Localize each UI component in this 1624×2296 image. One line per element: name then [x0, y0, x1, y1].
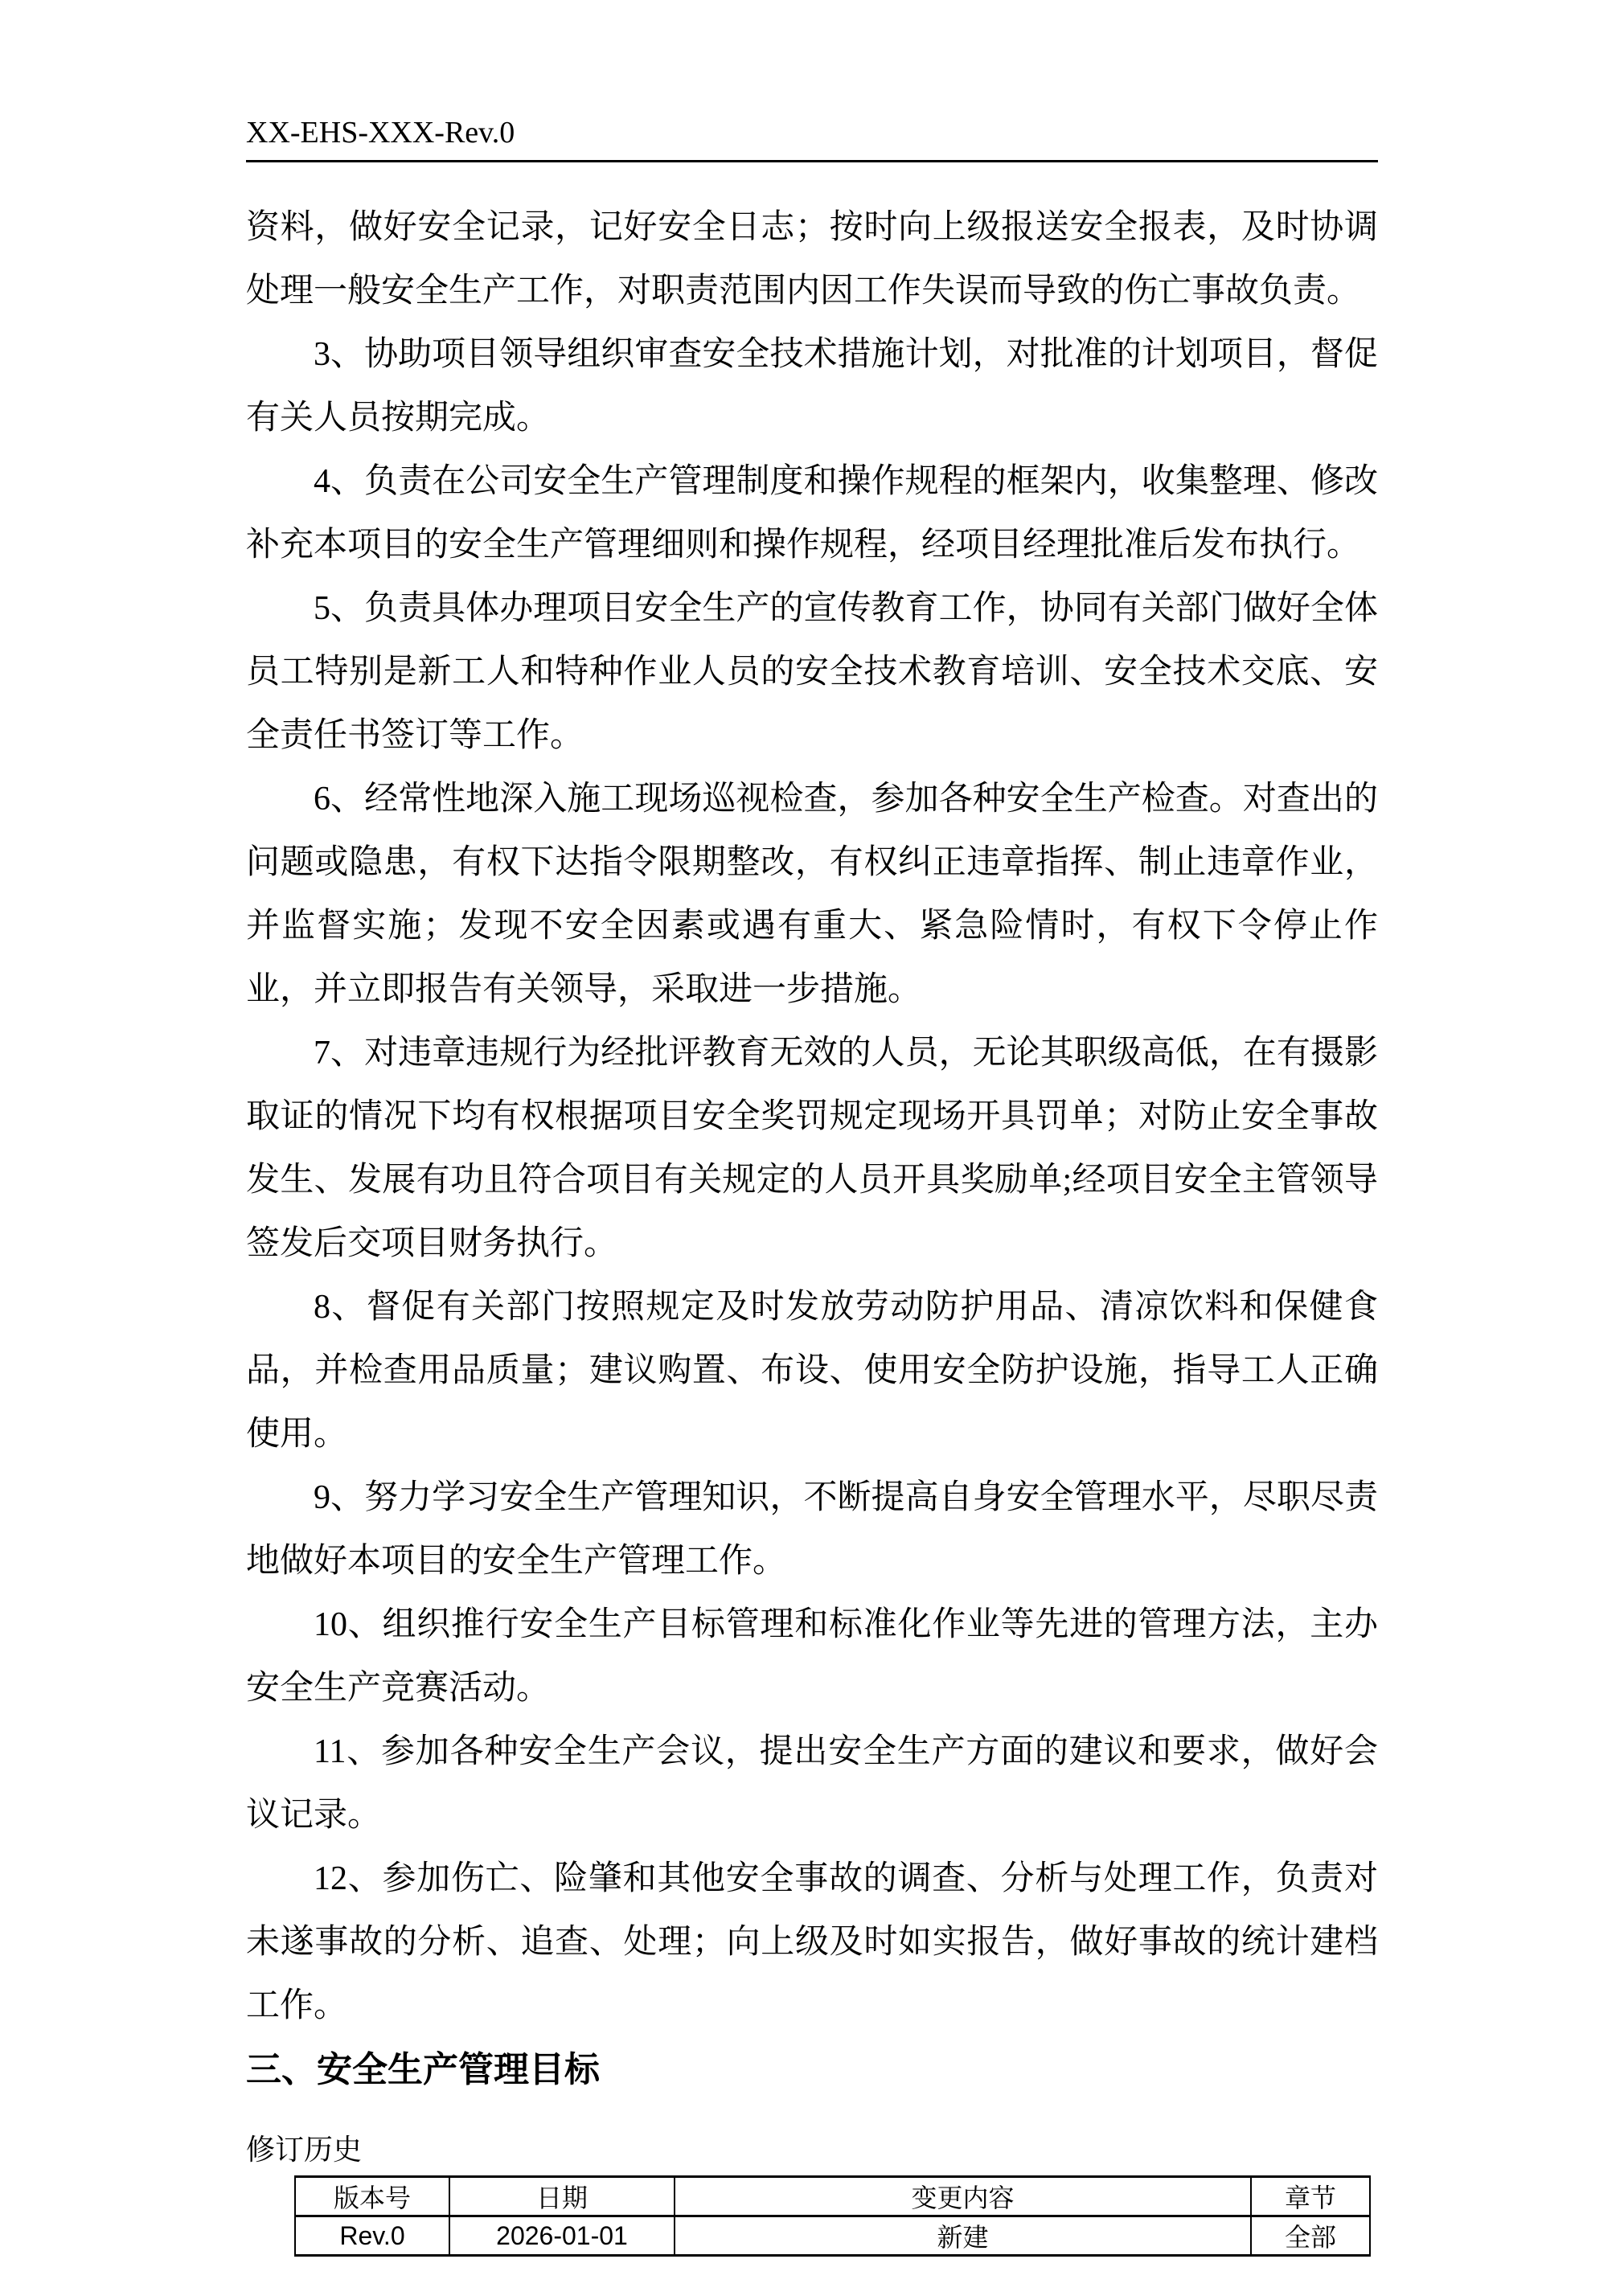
paragraph-item-3: 3、协助项目领导组织审查安全技术措施计划，对批准的计划项目，督促有关人员按期完成。 — [246, 336, 1378, 437]
paragraph-item-9: 9、努力学习安全生产管理知识，不断提高自身安全管理水平，尽职尽责地做好本项目的安全生产管理工作。 — [246, 1479, 1378, 1580]
paragraph-item-6: 6、经常性地深入施工现场巡视检查，参加各种安全生产检查。对查出的问题或隐患，有权下达指令限期整改，有权纠正违章指挥、制止违章作业，并监督实施；发现不安全因素或遇有重大、紧急险情时，有权下令停止作业，并立即报告有关领导，采取进一步措施。 — [246, 781, 1378, 1008]
column-header-section: 章节 — [1251, 2177, 1370, 2216]
document-code: XX-EHS-XXX-Rev.0 — [246, 116, 515, 150]
paragraph-item-7: 7、对违章违规行为经批评教育无效的人员，无论其职级高低，在有摄影取证的情况下均有权根据项目安全奖罚规定现场开具罚单；对防止安全事故发生、发展有功且符合项目有关规定的人员开具奖励单;经项目安全主管领导签发后交项目财务执行。 — [246, 1035, 1378, 1262]
column-header-version: 版本号 — [295, 2177, 449, 2216]
cell-change: 新建 — [675, 2216, 1251, 2256]
page-header — [246, 0, 1378, 162]
table-header-row — [295, 2177, 1370, 2216]
cell-date: 2026-01-01 — [449, 2216, 675, 2256]
paragraph-item-4: 4、负责在公司安全生产管理制度和操作规程的框架内，收集整理、修改补充本项目的安全生产管理细则和操作规程，经项目经理批准后发布执行。 — [246, 463, 1378, 564]
paragraph-item-11: 11、参加各种安全生产会议，提出安全生产方面的建议和要求，做好会议记录。 — [246, 1733, 1378, 1834]
paragraph-item-10: 10、组织推行安全生产目标管理和标准化作业等先进的管理方法，主办安全生产竞赛活动。 — [246, 1606, 1378, 1707]
revision-history-table — [294, 2175, 1371, 2257]
column-header-change: 变更内容 — [675, 2177, 1251, 2216]
body-text — [246, 196, 1378, 2101]
paragraph-item-5: 5、负责具体办理项目安全生产的宣传教育工作，协同有关部门做好全体员工特别是新工人和特种作业人员的安全技术教育培训、安全技术交底、安全责任书签订等工作。 — [246, 590, 1378, 754]
paragraph-item-8: 8、督促有关部门按照规定及时发放劳动防护用品、清凉饮料和保健食品，并检查用品质量；建议购置、布设、使用安全防护设施，指导工人正确使用。 — [246, 1289, 1378, 1453]
table-row — [295, 2216, 1370, 2256]
paragraph-continuation: 资料，做好安全记录，记好安全日志；按时向上级报送安全报表，及时协调处理一般安全生产工作，对职责范围内因工作失误而导致的伤亡事故负责。 — [246, 209, 1378, 310]
section-heading: 三、安全生产管理目标 — [246, 2050, 600, 2089]
revision-history-label: 修订历史 — [246, 2134, 363, 2166]
paragraph-item-12: 12、参加伤亡、险肇和其他安全事故的调查、分析与处理工作，负责对未遂事故的分析、追查、处理；向上级及时如实报告，做好事故的统计建档工作。 — [246, 1860, 1378, 2024]
cell-section: 全部 — [1251, 2216, 1370, 2256]
column-header-date: 日期 — [449, 2177, 675, 2216]
cell-version: Rev.0 — [295, 2216, 449, 2256]
